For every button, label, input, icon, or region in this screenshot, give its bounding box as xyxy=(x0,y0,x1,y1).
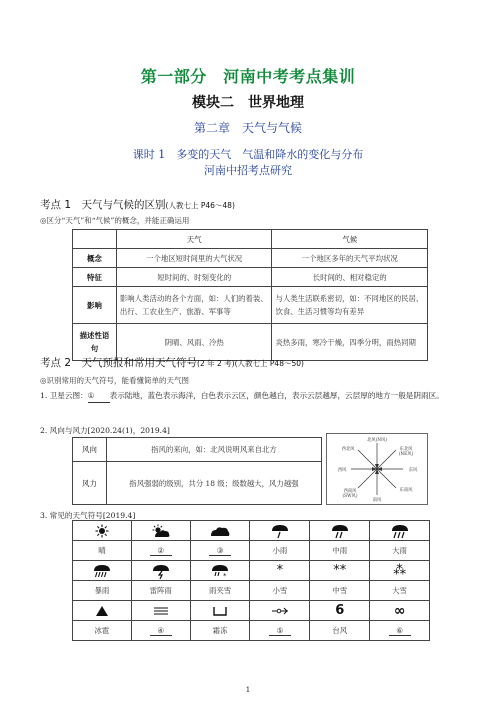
compass-label-ne2: (NE风) xyxy=(398,452,414,457)
compass-label-sw: 西南风 xyxy=(343,489,357,494)
symbol-label: 小雪 xyxy=(250,581,310,601)
row-label: 风向 xyxy=(73,438,107,462)
heavy-rain-icon xyxy=(390,523,410,539)
weather-symbols-table xyxy=(72,520,430,641)
answer-blank-4: ④ xyxy=(150,626,172,636)
item2-wind: 2. 风向与风力[2020.24(1)，2019.4] xyxy=(40,426,170,435)
table-header-climate: 气候 xyxy=(272,230,428,249)
row-label: 影响 xyxy=(73,287,117,324)
point2-ref: (人教七上 P48～50) xyxy=(234,359,304,368)
hail-icon xyxy=(95,605,109,617)
sandstorm-icon: ∞ xyxy=(393,602,406,619)
symbol-cell xyxy=(250,601,310,621)
symbol-cell xyxy=(131,561,190,581)
chapter-title: 第二章 天气与气候 xyxy=(193,121,302,135)
symbol-label: 中雨 xyxy=(310,541,370,561)
climate-cell: 与人类生活联系密切，如：不同地区的民居、饮食、生活习惯等均有差异 xyxy=(272,287,428,324)
dust-icon xyxy=(271,606,289,616)
symbol-cell xyxy=(310,601,370,621)
table-row xyxy=(73,287,428,324)
point2-count: (2 年 2 考) xyxy=(197,359,235,368)
answer-blank-3: ③ xyxy=(209,546,231,556)
symbol-label: 大雨 xyxy=(370,541,430,561)
symbol-cell xyxy=(370,521,430,541)
compass-label-se: 东南风 xyxy=(399,488,413,493)
symbol-label: 冰雹 xyxy=(73,621,132,641)
symbol-cell xyxy=(250,561,310,581)
fog-icon xyxy=(153,606,169,616)
module-title: 模块二 世界地理 xyxy=(192,95,304,111)
symbol-label: 大雪 xyxy=(370,581,430,601)
compass-label-sw2: (SW风) xyxy=(342,494,358,499)
compass-label-s: 南风 xyxy=(372,498,382,503)
point2-title xyxy=(40,355,304,370)
table-header-row xyxy=(73,230,428,249)
symbol-icon-row xyxy=(73,601,430,621)
arrowhead-w xyxy=(372,467,377,471)
symbol-label xyxy=(131,621,190,641)
point2-note: ◎识别常用的天气符号，能看懂简单的天气图 xyxy=(40,376,190,385)
symbol-label: 霜冻 xyxy=(190,621,250,641)
frost-icon xyxy=(212,605,228,617)
sun-cloud-icon xyxy=(151,524,171,538)
symbol-cell xyxy=(370,601,430,621)
part-title: 第一部分 河南中考考点集训 xyxy=(140,67,356,86)
symbol-cell xyxy=(310,561,370,581)
compass-label-e: 东风 xyxy=(408,468,418,473)
symbol-label: 晴 xyxy=(73,541,132,561)
point1-ref: (人教七上 P46～48) xyxy=(165,201,235,210)
item1-prefix: 1. 卫星云图： xyxy=(40,391,88,400)
row-label: 描述性语句 xyxy=(73,324,117,361)
table-header-empty xyxy=(73,230,117,249)
symbol-label xyxy=(190,541,250,561)
symbol-label: 暴雨 xyxy=(73,581,132,601)
typhoon-icon: 6 xyxy=(335,603,345,618)
moderate-rain-icon xyxy=(330,523,350,539)
symbol-cell xyxy=(370,561,430,581)
lesson-title-text: 课时 1 多变的天气 气温和降水的变化与分布 xyxy=(132,148,364,161)
light-rain-icon xyxy=(270,523,290,539)
weather-climate-table xyxy=(72,229,428,361)
symbol-cell xyxy=(250,521,310,541)
thunderstorm-icon xyxy=(151,563,171,579)
light-snow-icon: * xyxy=(276,563,284,578)
svg-text:*: * xyxy=(223,571,227,579)
symbol-cell xyxy=(73,561,132,581)
climate-cell: 长时间的、相对稳定的 xyxy=(272,268,428,287)
symbol-icon-row xyxy=(73,561,430,581)
weather-cell: 短时间的、时刻变化的 xyxy=(116,268,272,287)
item1-satellite xyxy=(40,389,460,403)
table-row xyxy=(73,249,428,268)
weather-cell: 一个地区短时间里的大气状况 xyxy=(116,249,272,268)
row-text: 指风强弱的级别，共分 18 级；级数越大，风力越强 xyxy=(106,462,321,505)
answer-blank-5: ⑤ xyxy=(269,626,291,636)
weather-cell: 阴晴、风雨、冷热 xyxy=(116,324,272,361)
item3-symbols: 3. 常见的天气符号[2019.4] xyxy=(40,511,136,520)
table-row xyxy=(73,462,322,505)
arrowhead-e xyxy=(377,467,382,471)
symbol-label: 雨夹雪 xyxy=(190,581,250,601)
wind-table xyxy=(72,437,322,505)
point2-title-text: 考点 2 天气预报和常用天气符号 xyxy=(40,357,198,369)
wind-compass-diagram xyxy=(326,433,428,505)
row-label: 特征 xyxy=(73,268,117,287)
symbol-cell xyxy=(190,521,250,541)
compass-label-nw: 西北风 xyxy=(341,447,355,452)
heavy-snow-icon: ⁂ xyxy=(393,563,407,578)
symbol-cell xyxy=(310,521,370,541)
symbol-label-row xyxy=(73,581,430,601)
symbol-cell xyxy=(131,601,190,621)
point1-title-text: 考点 1 天气与气候的区别 xyxy=(40,199,166,211)
arrowhead-n xyxy=(375,464,379,469)
symbol-cell xyxy=(73,601,132,621)
row-label: 概念 xyxy=(73,249,117,268)
symbol-label xyxy=(370,621,430,641)
symbol-cell xyxy=(73,521,132,541)
compass-label-n: 北风(N风) xyxy=(366,438,388,443)
symbol-label-row xyxy=(73,541,430,561)
table-row xyxy=(73,268,428,287)
symbol-cell xyxy=(190,561,250,581)
compass-label-w: 西风 xyxy=(337,468,347,473)
sleet-icon xyxy=(210,563,230,579)
overcast-icon xyxy=(210,525,230,537)
point1-note: ◎区分“天气”和“气候”的概念，并能正确运用 xyxy=(40,216,190,225)
answer-blank-1: ① xyxy=(88,389,110,403)
page-number: 1 xyxy=(245,686,251,694)
compass-label-ne: 东北风 xyxy=(399,447,413,452)
table-row xyxy=(73,438,322,462)
symbol-label xyxy=(131,541,190,561)
row-text: 指风的来向，如：北风说明风来自北方 xyxy=(106,438,321,462)
rainstorm-icon xyxy=(92,563,112,579)
symbol-cell xyxy=(131,521,190,541)
symbol-label: 雷阵雨 xyxy=(131,581,190,601)
climate-cell: 一个地区多年的天气平均状况 xyxy=(272,249,428,268)
table-header-weather: 天气 xyxy=(116,230,272,249)
row-label: 风力 xyxy=(73,462,107,505)
point1-title xyxy=(40,197,235,212)
symbol-icon-row xyxy=(73,521,430,541)
symbol-cell xyxy=(190,601,250,621)
answer-blank-2: ② xyxy=(150,546,172,556)
weather-cell: 影响人类活动的各个方面，如：人们的着装、出行、工农业生产、旅游、军事等 xyxy=(116,287,272,324)
item1-text: 表示陆地，蓝色表示海洋，白色表示云区，颜色越白，表示云层越厚，云层厚的地方一般是阴雨区。 xyxy=(109,391,444,400)
symbol-label: 小雨 xyxy=(250,541,310,561)
symbol-label: 中雪 xyxy=(310,581,370,601)
lesson-title xyxy=(0,147,496,179)
moderate-snow-icon: ** xyxy=(333,563,347,578)
sun-icon xyxy=(95,524,109,538)
symbol-label-row xyxy=(73,621,430,641)
lesson-subtitle: 河南中招考点研究 xyxy=(204,164,292,177)
climate-cell: 炎热多雨，寒冷干燥，四季分明，雨热同期 xyxy=(272,324,428,361)
arrowhead-s xyxy=(375,469,379,474)
answer-blank-6: ⑥ xyxy=(389,626,411,636)
symbol-label: 台风 xyxy=(310,621,370,641)
symbol-label xyxy=(250,621,310,641)
